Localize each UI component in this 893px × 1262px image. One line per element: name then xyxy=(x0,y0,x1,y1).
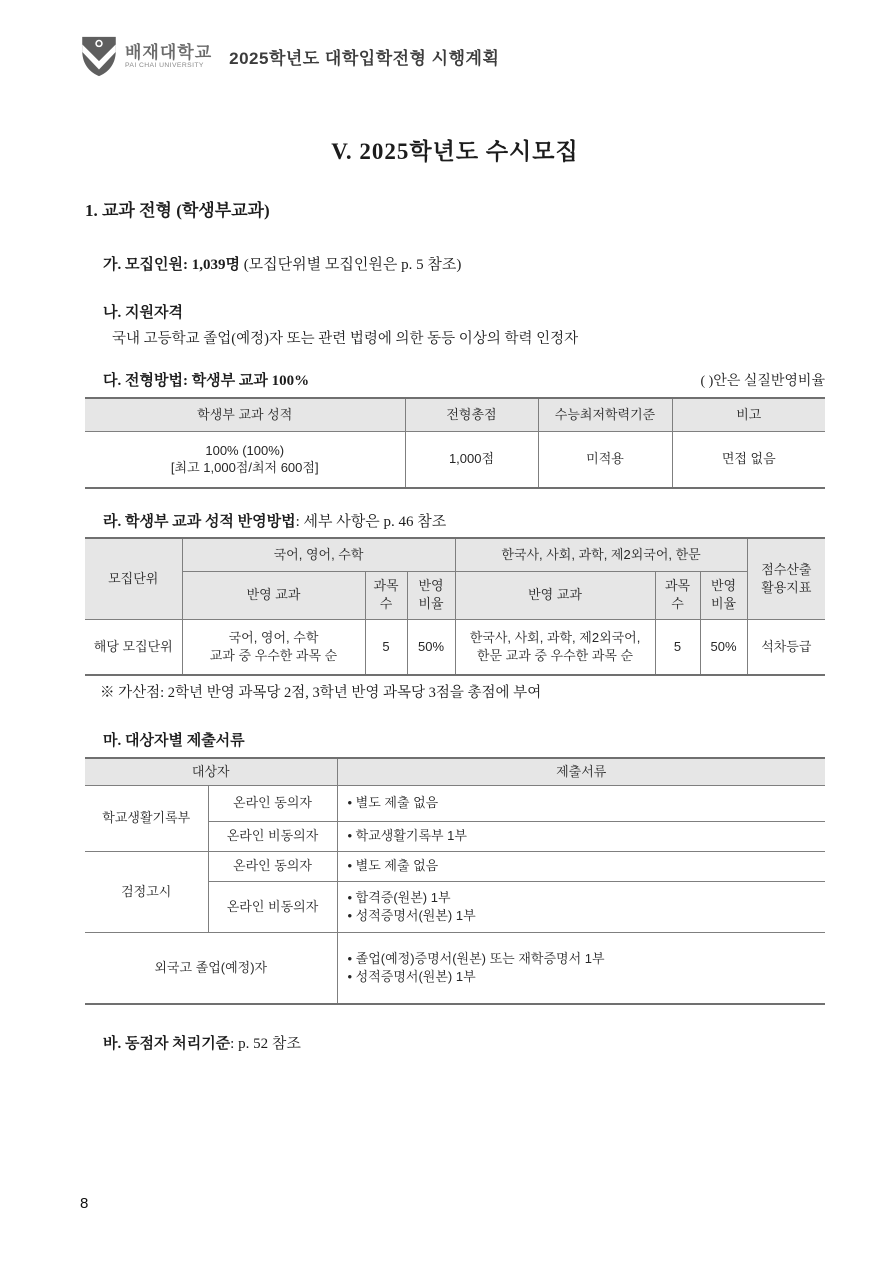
table-header-row xyxy=(85,398,825,431)
table-header-row xyxy=(85,758,825,785)
count-line2: 수 xyxy=(379,596,393,611)
cell-sub-online-agree: 온라인 동의자 xyxy=(208,851,337,881)
doc-line: • 합격증(원본) 1부 xyxy=(347,889,451,905)
score-line1: 100% (100%) xyxy=(205,442,285,458)
doc-line: • 졸업(예정)증명서(원본) 또는 재학증명서 1부 xyxy=(347,951,605,967)
count-line1: 과목 xyxy=(373,578,399,594)
item-ba-label: 바. 동점자 처리기준 xyxy=(103,1036,231,1052)
table-row xyxy=(85,785,825,821)
header-cell-min: 수능최저학력기준 xyxy=(538,398,672,431)
ratio-line1: 반영 xyxy=(418,578,444,594)
header-group-history-social: 한국사, 사회, 과학, 제2외국어, 한문 xyxy=(455,538,747,571)
cell-subject1 xyxy=(182,619,365,675)
header-cell-docs: 제출서류 xyxy=(337,758,825,785)
cell-count2: 5 xyxy=(655,619,700,675)
header-group-korean-english-math: 국어, 영어, 수학 xyxy=(182,538,455,571)
section-1-title: 1. 교과 전형 (학생부교과) xyxy=(85,201,270,220)
doc-line: • 성적증명서(원본) 1부 xyxy=(347,907,476,923)
table-header-row-1 xyxy=(85,538,825,571)
header-cell-unit: 모집단위 xyxy=(85,538,182,619)
cell-group-foreign-hs: 외국고 졸업(예정)자 xyxy=(85,932,337,1004)
ratio2-line1: 반영 xyxy=(710,578,737,594)
cell-min: 미적용 xyxy=(538,431,672,488)
item-ba xyxy=(103,1032,301,1053)
item-na-label: 나. 지원자격 xyxy=(103,305,183,321)
cell-ratio2: 50% xyxy=(700,619,747,675)
item-ma-label: 마. 대상자별 제출서류 xyxy=(103,733,245,749)
header-cell-score: 학생부 교과 성적 xyxy=(85,398,405,431)
cell-docs xyxy=(337,932,825,1004)
header-cell-ratio1 xyxy=(407,571,455,619)
item-da-label: 다. 전형방법: 학생부 교과 100% xyxy=(103,373,310,389)
count2-line2: 수 xyxy=(671,596,684,611)
grade-reflection-table xyxy=(85,537,825,676)
subject2-line1: 한국사, 사회, 과학, 제2외국어, xyxy=(469,630,641,646)
cell-unit: 해당 모집단위 xyxy=(85,619,182,675)
cell-score xyxy=(85,431,405,488)
document-header xyxy=(80,36,499,77)
header-cell-count2 xyxy=(655,571,700,619)
header-cell-ratio2 xyxy=(700,571,747,619)
table-row xyxy=(85,619,825,675)
indicator-line1: 점수산출 xyxy=(761,562,812,578)
item-da xyxy=(85,369,825,390)
page-number: 8 xyxy=(80,1195,89,1212)
bonus-point-footnote: ※ 가산점: 2학년 반영 과목당 2점, 3학년 반영 과목당 3점을 총점에 부여 xyxy=(100,685,542,701)
header-cell-total: 전형총점 xyxy=(405,398,538,431)
cell-note: 면접 없음 xyxy=(672,431,825,488)
item-na xyxy=(103,301,183,322)
table-row xyxy=(85,932,825,1004)
item-ma xyxy=(103,729,245,750)
table-row xyxy=(85,431,825,488)
item-ga-label: 가. 모집인원: 1,039명 xyxy=(103,257,240,273)
method-summary-table xyxy=(85,397,825,489)
submission-documents-table xyxy=(85,757,825,1005)
doc-line: • 성적증명서(원본) 1부 xyxy=(347,968,476,984)
university-logo-subtitle: PAI CHAI UNIVERSITY xyxy=(125,61,204,69)
item-ra-label: 라. 학생부 교과 성적 반영방법 xyxy=(103,514,296,530)
university-logo-name: 배재대학교 xyxy=(125,42,213,62)
score-line2: [최고 1,000점/최저 600점] xyxy=(170,460,319,476)
item-ra-rest: : 세부 사항은 p. 46 참조 xyxy=(295,514,447,530)
count2-line1: 과목 xyxy=(664,578,691,594)
cell-count1: 5 xyxy=(365,619,407,675)
cell-total: 1,000점 xyxy=(405,431,538,488)
item-ga xyxy=(103,253,461,274)
cell-group-school-record: 학교생활기록부 xyxy=(85,785,208,851)
document-title: 2025학년도 대학입학전형 시행계획 xyxy=(229,49,500,68)
university-shield-icon xyxy=(80,36,118,77)
cell-subject2 xyxy=(455,619,655,675)
item-da-note: ( )안은 실질반영비율 xyxy=(700,374,825,389)
subject2-line2: 한문 교과 중 우수한 과목 순 xyxy=(476,647,634,663)
item-na-body: 국내 고등학교 졸업(예정)자 또는 관련 법령에 의한 동등 이상의 학력 인정자 xyxy=(112,331,579,347)
ratio2-line2: 비율 xyxy=(710,596,737,611)
ratio-line2: 비율 xyxy=(418,596,444,611)
cell-docs: • 학교생활기록부 1부 xyxy=(337,821,825,851)
item-ba-rest: : p. 52 참조 xyxy=(230,1036,301,1052)
cell-sub-online-disagree: 온라인 비동의자 xyxy=(208,821,337,851)
cell-sub-online-disagree: 온라인 비동의자 xyxy=(208,881,337,932)
cell-sub-online-agree: 온라인 동의자 xyxy=(208,785,337,821)
cell-group-ged: 검정고시 xyxy=(85,851,208,932)
cell-ratio1: 50% xyxy=(407,619,455,675)
item-ga-rest: (모집단위별 모집인원은 p. 5 참조) xyxy=(239,257,462,273)
cell-docs: • 별도 제출 없음 xyxy=(337,851,825,881)
header-cell-note: 비고 xyxy=(672,398,825,431)
university-logo-text xyxy=(125,44,212,70)
indicator-line2: 활용지표 xyxy=(761,579,812,595)
page-title: V. 2025학년도 수시모집 xyxy=(331,139,579,164)
header-cell-subject1: 반영 교과 xyxy=(182,571,365,619)
header-cell-count1 xyxy=(365,571,407,619)
item-ra xyxy=(103,510,446,531)
table-header-row-2 xyxy=(85,571,825,619)
header-cell-target: 대상자 xyxy=(85,758,337,785)
cell-indicator: 석차등급 xyxy=(747,619,825,675)
table-row xyxy=(85,851,825,881)
header-cell-indicator xyxy=(747,538,825,619)
header-cell-subject2: 반영 교과 xyxy=(455,571,655,619)
subject1-line1: 국어, 영어, 수학 xyxy=(228,630,319,646)
cell-docs xyxy=(337,881,825,932)
subject1-line2: 교과 중 우수한 과목 순 xyxy=(209,647,338,663)
cell-docs: • 별도 제출 없음 xyxy=(337,785,825,821)
